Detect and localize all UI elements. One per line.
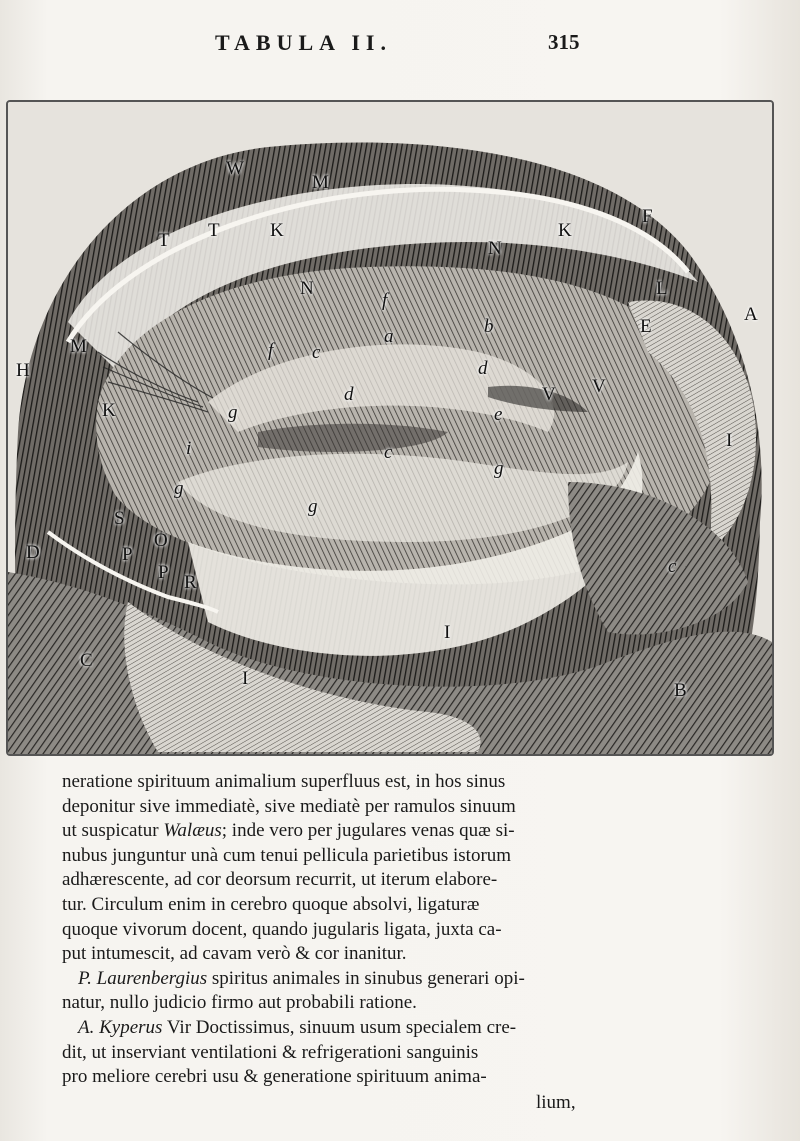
plate-label-f: f bbox=[382, 290, 388, 311]
plate-label-i: i bbox=[186, 438, 192, 459]
plate-label-K: K bbox=[270, 220, 284, 241]
text-line: pro meliore cerebri usu & generatione spirituum anima- bbox=[62, 1066, 487, 1088]
text-line: adhærescente, ad cor deorsum recurrit, ut iterum elabore- bbox=[62, 869, 498, 891]
plate-label-f: f bbox=[268, 340, 274, 361]
plate-label-R: R bbox=[184, 572, 197, 593]
text-line: deponitur sive immediatè, sive mediatè per ramulos sinuum bbox=[62, 795, 516, 817]
plate-label-E: E bbox=[640, 316, 652, 337]
plate-label-D: D bbox=[26, 542, 40, 563]
plate-label-b: b bbox=[484, 316, 494, 337]
plate-label-I: I bbox=[726, 430, 733, 451]
plate-label-e: e bbox=[494, 404, 503, 425]
plate-label-g: g bbox=[174, 478, 184, 499]
plate-label-W: W bbox=[226, 158, 244, 179]
text-run: spiritus animales in sinubus generari opi- bbox=[207, 967, 525, 989]
text-line: dit, ut inserviant ventilationi & refrigerationi sanguinis bbox=[62, 1041, 479, 1063]
plate-label-M: M bbox=[70, 336, 87, 357]
plate-label-V: V bbox=[542, 384, 556, 405]
plate-label-F: F bbox=[642, 206, 653, 227]
plate-label-A: A bbox=[744, 304, 758, 325]
body-text bbox=[62, 770, 592, 1090]
author-name-walaeus: Walæus bbox=[163, 820, 222, 842]
text-line: quoque vivorum docent, quando jugularis ligata, juxta ca- bbox=[62, 918, 502, 940]
text-line bbox=[62, 819, 592, 844]
plate-label-I: I bbox=[242, 668, 249, 689]
plate-label-g: g bbox=[494, 458, 504, 479]
text-line: neratione spirituum animalium superfluus est, in hos sinus bbox=[62, 771, 506, 792]
brain-engraving bbox=[8, 102, 772, 754]
running-head: TABULA II. bbox=[215, 30, 392, 55]
plate-label-d: d bbox=[478, 358, 488, 379]
text-line: put intumescit, ad cavam verò & cor inanitur. bbox=[62, 943, 407, 965]
plate-label-L: L bbox=[656, 278, 668, 299]
plate-label-M: M bbox=[312, 172, 329, 193]
plate-label-c: c bbox=[668, 556, 677, 577]
catchword: lium, bbox=[536, 1092, 576, 1113]
plate-label-T: T bbox=[158, 230, 170, 251]
text-line bbox=[62, 967, 592, 992]
text-run: ut suspicatur bbox=[62, 820, 164, 842]
plate-label-d: d bbox=[344, 384, 354, 405]
author-name-kyperus: A. Kyperus bbox=[78, 1016, 163, 1038]
plate-label-P: P bbox=[158, 562, 169, 583]
text-run: ; inde vero per jugulares venas quæ si- bbox=[221, 820, 515, 842]
author-name-laurenbergius: P. Laurenbergius bbox=[78, 967, 208, 989]
plate-label-B: B bbox=[674, 680, 687, 701]
text-line bbox=[62, 1016, 592, 1041]
plate-label-N: N bbox=[488, 238, 502, 259]
plate-label-a: a bbox=[384, 326, 394, 347]
text-line: nubus junguntur unà cum tenui pellicula parietibus istorum bbox=[62, 844, 512, 866]
plate-label-g: g bbox=[228, 402, 238, 423]
plate-label-T: T bbox=[208, 220, 220, 241]
plate-label-O: O bbox=[154, 530, 168, 551]
page-number: 315 bbox=[548, 30, 580, 54]
plate-label-P: P bbox=[122, 544, 133, 565]
plate-label-c: c bbox=[384, 442, 393, 463]
plate-label-S: S bbox=[114, 508, 125, 529]
plate-label-V: V bbox=[592, 376, 606, 397]
plate-label-H: H bbox=[16, 360, 30, 381]
plate-label-K: K bbox=[558, 220, 572, 241]
text-run: Vir Doctissimus, sinuum usum specialem cre- bbox=[162, 1016, 517, 1038]
text-line: tur. Circulum enim in cerebro quoque absolvi, ligaturæ bbox=[62, 893, 480, 915]
plate-label-N: N bbox=[300, 278, 314, 299]
text-line: natur, nullo judicio firmo aut probabili ratione. bbox=[62, 992, 417, 1014]
plate-label-I: I bbox=[444, 622, 451, 643]
plate-label-c: c bbox=[312, 342, 321, 363]
plate-label-K: K bbox=[102, 400, 116, 421]
plate-label-g: g bbox=[308, 496, 318, 517]
anatomical-plate bbox=[6, 100, 774, 756]
plate-label-C: C bbox=[80, 650, 93, 671]
